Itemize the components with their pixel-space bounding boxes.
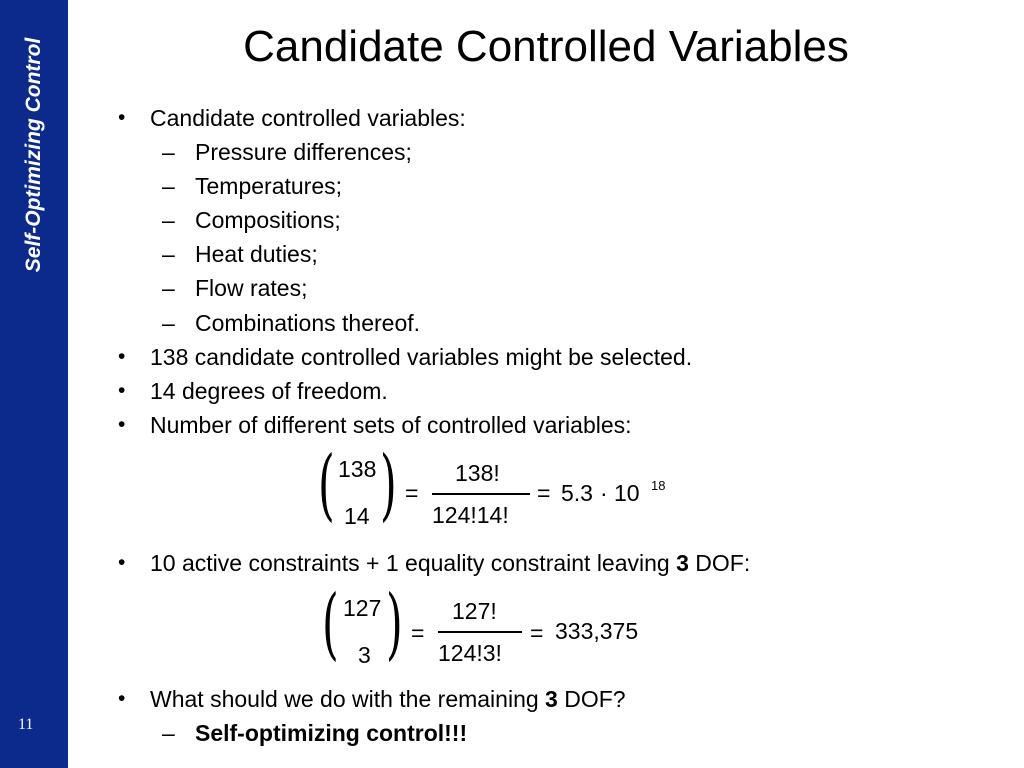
equals-sign: = xyxy=(411,620,425,646)
sub-bullet-marker: – xyxy=(162,173,175,199)
sub-bullet-compositions: Compositions; xyxy=(195,207,341,233)
sub-bullet-marker: – xyxy=(162,241,175,267)
bullet-marker: • xyxy=(118,345,126,368)
bullet-marker: • xyxy=(118,551,126,574)
binom-top: 138 xyxy=(338,456,377,482)
bullet-number-of-sets: Number of different sets of controlled variables: xyxy=(150,412,632,438)
left-paren: ( xyxy=(322,579,339,669)
bullet-candidate-cvs: Candidate controlled variables: xyxy=(150,105,466,131)
sub-bullet-self-optimizing: Self-optimizing control!!! xyxy=(195,720,468,746)
multiply-dot: · xyxy=(600,480,608,506)
sub-bullet-marker: – xyxy=(162,275,175,301)
equals-sign: = xyxy=(530,620,544,646)
binom-bottom: 3 xyxy=(358,642,371,668)
right-paren: ) xyxy=(380,440,397,530)
sub-bullet-combinations: Combinations thereof. xyxy=(195,310,421,336)
right-paren: ) xyxy=(386,579,403,669)
equals-sign: = xyxy=(405,480,419,506)
bullet-marker: • xyxy=(118,413,126,436)
bullet-remaining-dof: What should we do with the remaining 3 DOF? xyxy=(150,686,626,712)
equals-sign: = xyxy=(537,480,551,506)
sub-bullet-marker: – xyxy=(162,310,175,336)
fraction-denominator: 124!14! xyxy=(432,502,509,528)
bullet-degrees-freedom: 14 degrees of freedom. xyxy=(150,378,388,404)
bullet-138-candidates: 138 candidate controlled variables might be selected. xyxy=(150,344,693,370)
sub-bullet-temperatures: Temperatures; xyxy=(195,173,343,199)
sub-bullet-flow-rates: Flow rates; xyxy=(195,275,308,301)
fraction-bar xyxy=(432,493,530,495)
fraction-bar xyxy=(438,631,522,633)
sub-bullet-marker: – xyxy=(162,207,175,233)
fraction-numerator: 138! xyxy=(455,460,500,486)
sub-bullet-marker: – xyxy=(162,139,175,165)
result-exponent: 18 xyxy=(651,478,666,493)
sub-bullet-pressure: Pressure differences; xyxy=(195,139,412,165)
bullet-marker: • xyxy=(118,106,126,129)
page-number: 11 xyxy=(18,716,34,733)
result-value: 333,375 xyxy=(555,618,639,644)
result-power-base: 10 xyxy=(614,480,640,506)
sub-bullet-marker: – xyxy=(162,720,175,746)
bullet-marker: • xyxy=(118,687,126,710)
sidebar-title: Self-Optimizing Control xyxy=(22,37,45,273)
sidebar xyxy=(0,0,68,768)
sub-bullet-heat-duties: Heat duties; xyxy=(195,241,318,267)
fraction-denominator: 124!3! xyxy=(438,640,502,666)
bullet-marker: • xyxy=(118,379,126,402)
fraction-numerator: 127! xyxy=(452,598,497,624)
binom-top: 127 xyxy=(343,595,382,621)
slide-title: Candidate Controlled Variables xyxy=(243,22,849,71)
binom-bottom: 14 xyxy=(344,503,370,529)
left-paren: ( xyxy=(318,440,335,530)
bullet-active-constraints: 10 active constraints + 1 equality constraint leaving 3 DOF: xyxy=(150,550,751,576)
result-base: 5.3 xyxy=(561,480,593,506)
